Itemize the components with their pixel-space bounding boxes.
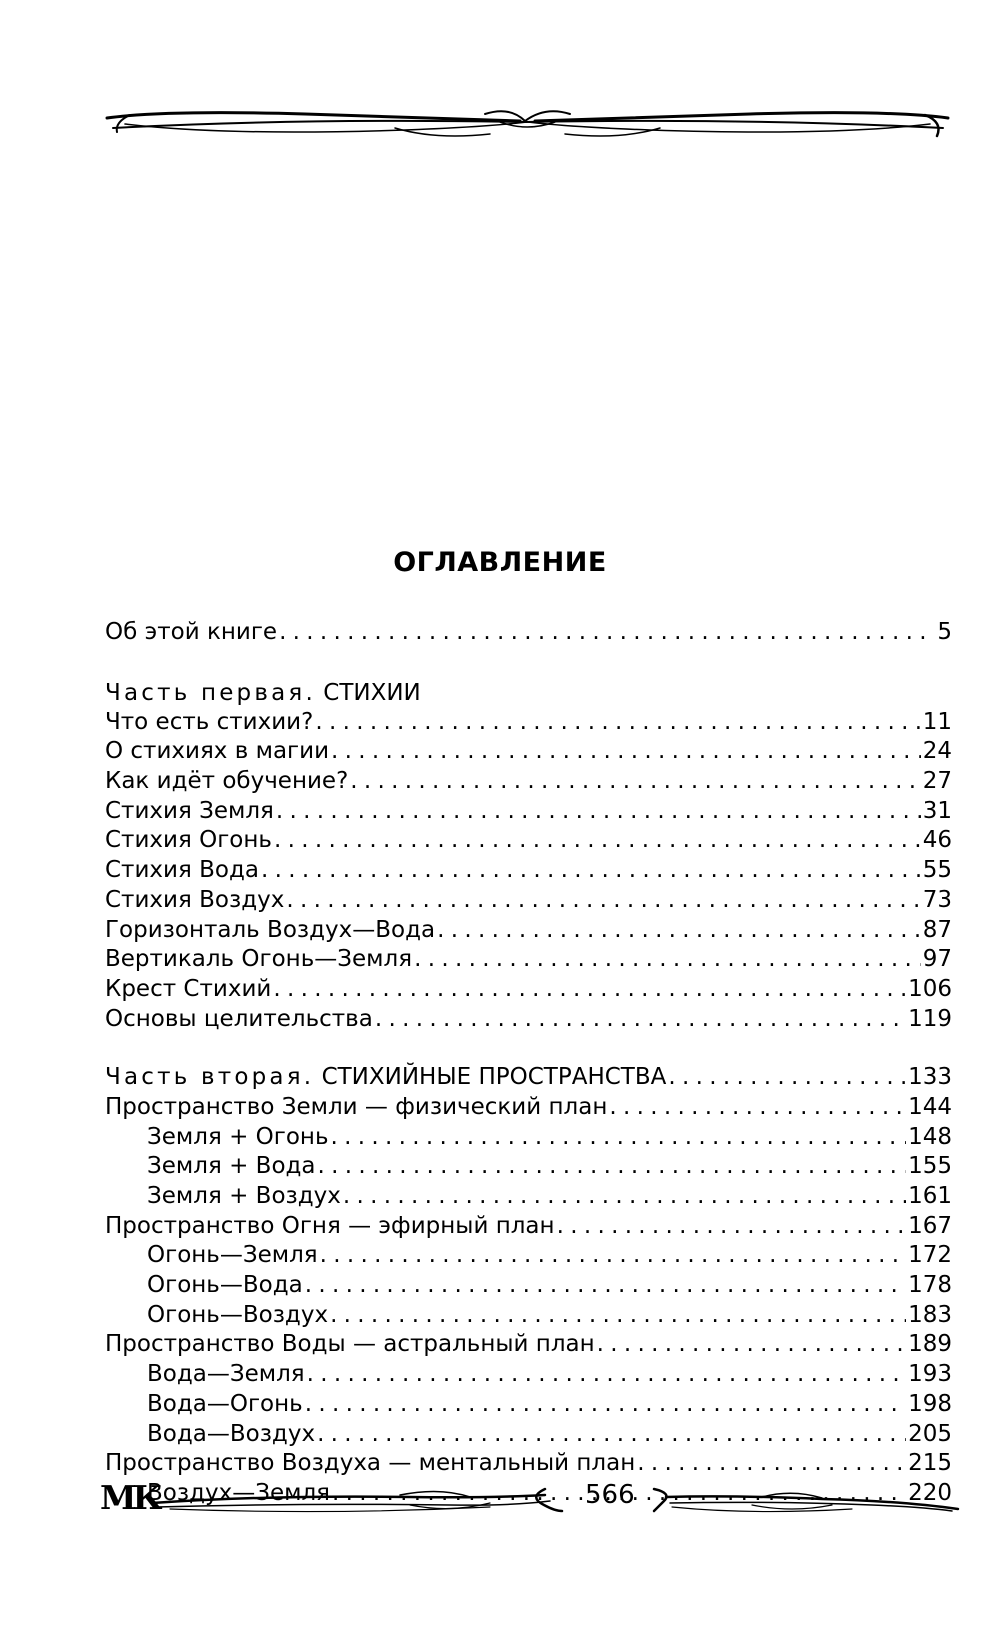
toc-entry-title: Пространство Воды — астральный план	[105, 1331, 595, 1358]
toc-entry-page: 46	[922, 827, 952, 854]
toc-entry-page: 55	[922, 857, 952, 884]
toc-entry-title: Стихия Огонь	[105, 827, 272, 854]
toc-entry-page: 205	[908, 1420, 952, 1447]
toc-entry-page: 172	[908, 1242, 952, 1269]
table-of-contents	[105, 618, 952, 1509]
footer-ornament-left	[150, 1483, 565, 1517]
toc-entry-title: Огонь—Земля	[147, 1242, 318, 1269]
toc-entry-page: 24	[922, 738, 952, 765]
leader-dots	[331, 737, 921, 767]
toc-entry-title: Основы целительства	[105, 1005, 373, 1032]
toc-entry-title: Пространство Огня — эфирный план	[105, 1212, 555, 1239]
toc-entry-page: 133	[908, 1064, 952, 1091]
page-footer	[100, 1478, 960, 1526]
toc-entry-page: 167	[908, 1212, 952, 1239]
toc-subentry[interactable]	[105, 1241, 952, 1271]
leader-dots	[414, 945, 921, 975]
toc-entry-page: 189	[908, 1331, 952, 1358]
toc-entry[interactable]	[105, 1449, 952, 1479]
leader-dots	[350, 767, 920, 797]
toc-entry-page: 183	[908, 1301, 952, 1328]
toc-entry-page: 155	[908, 1153, 952, 1180]
toc-entry-title: Вода—Земля	[147, 1361, 305, 1388]
toc-entry[interactable]	[105, 797, 952, 827]
toc-entry-title: Пространство Воздуха — ментальный план	[105, 1450, 636, 1477]
part-two-heading[interactable]	[105, 1063, 952, 1093]
toc-entry[interactable]	[105, 708, 952, 738]
toc-entry-title: Вода—Огонь	[147, 1390, 303, 1417]
toc-subentry[interactable]	[105, 1360, 952, 1390]
part-two-title	[105, 1063, 666, 1093]
toc-entry-title: Земля + Вода	[147, 1153, 316, 1180]
toc-subentry[interactable]	[105, 1420, 952, 1450]
toc-entry-title: Земля + Воздух	[147, 1183, 341, 1209]
toc-entry[interactable]	[105, 975, 952, 1005]
leader-dots	[668, 1063, 906, 1093]
toc-entry-page: 97	[922, 946, 952, 973]
footer-ornament-right	[652, 1483, 962, 1517]
toc-entry-title: Как идёт обучение?	[105, 768, 349, 795]
part-two-label: Часть вторая.	[105, 1064, 315, 1091]
leader-dots	[317, 1420, 906, 1450]
leader-dots	[286, 886, 920, 916]
toc-entry-title: Горизонталь Воздух—Вода	[105, 916, 436, 943]
toc-entry[interactable]	[105, 886, 952, 916]
toc-entry-title: Огонь—Воздух	[147, 1301, 329, 1328]
leader-dots	[273, 975, 906, 1005]
toc-entry-page: 161	[908, 1183, 952, 1209]
part-one-name: СТИХИИ	[323, 679, 421, 706]
page-title: ОГЛАВЛЕНИЕ	[393, 547, 607, 578]
toc-entry-title: Вода—Воздух	[147, 1420, 316, 1447]
toc-entry[interactable]	[105, 945, 952, 975]
part-one-heading	[105, 678, 952, 708]
toc-subentry[interactable]	[105, 1152, 952, 1182]
toc-entry-page: 220	[908, 1479, 952, 1506]
toc-entry-page: 215	[908, 1450, 952, 1477]
leader-dots	[276, 797, 921, 827]
toc-entry[interactable]	[105, 737, 952, 767]
leader-dots	[261, 856, 921, 886]
toc-entry-page: 27	[922, 768, 952, 795]
leader-dots	[305, 1390, 906, 1420]
leader-dots	[637, 1449, 906, 1479]
leader-dots	[331, 1123, 907, 1153]
toc-subentry[interactable]	[105, 1390, 952, 1420]
toc-entry-page: 5	[937, 619, 952, 645]
toc-entry-page: 87	[922, 916, 952, 943]
toc-subentry[interactable]	[105, 1182, 952, 1212]
toc-entry-title: Что есть стихии?	[105, 708, 314, 735]
toc-entry-title: Стихия Земля	[105, 797, 274, 824]
toc-subentry[interactable]	[105, 1271, 952, 1301]
toc-entry-page: 106	[908, 975, 952, 1002]
toc-entry[interactable]	[105, 1330, 952, 1360]
toc-entry[interactable]	[105, 826, 952, 856]
toc-entry[interactable]	[105, 1005, 952, 1035]
toc-entry[interactable]	[105, 1093, 952, 1123]
toc-entry-page: 119	[908, 1005, 952, 1032]
toc-entry-title: Пространство Земли — физический план	[105, 1093, 608, 1120]
leader-dots	[597, 1330, 906, 1360]
toc-entry-title: Огонь—Вода	[147, 1272, 303, 1299]
toc-entry-title: Стихия Вода	[105, 857, 259, 884]
leader-dots	[557, 1212, 907, 1242]
toc-subentry[interactable]	[105, 1301, 952, 1331]
toc-entry[interactable]	[105, 856, 952, 886]
toc-entry-intro[interactable]	[105, 618, 952, 648]
publisher-logo: МК	[100, 1478, 159, 1517]
toc-entry-title: О стихиях в магии	[105, 738, 330, 765]
toc-entry-page: 144	[908, 1093, 952, 1120]
toc-entry-title: Стихия Воздух	[105, 886, 285, 913]
leader-dots	[609, 1093, 906, 1123]
toc-entry-title: Крест Стихий	[105, 975, 272, 1002]
toc-entry-page: 193	[908, 1361, 952, 1388]
page-number: 566	[585, 1480, 635, 1510]
leader-dots	[330, 1301, 906, 1331]
leader-dots	[375, 1005, 906, 1035]
part-one-label: Часть первая.	[105, 679, 316, 706]
toc-entry[interactable]	[105, 767, 952, 797]
leader-dots	[315, 708, 920, 738]
toc-entry-page: 148	[908, 1123, 952, 1150]
leader-dots	[318, 1152, 907, 1182]
toc-entry-page: 31	[922, 797, 952, 824]
toc-entry[interactable]	[105, 1212, 952, 1242]
leader-dots	[274, 826, 921, 856]
toc-entry-title: Воздух—Земля	[147, 1479, 330, 1506]
toc-entry-title: Земля + Огонь	[147, 1123, 329, 1150]
header-ornament	[105, 100, 950, 150]
toc-entry-page: 198	[908, 1390, 952, 1417]
part-two-name: СТИХИЙНЫЕ ПРОСТРАНСТВА	[321, 1064, 667, 1091]
toc-entry[interactable]	[105, 916, 952, 946]
leader-dots	[320, 1241, 906, 1271]
toc-subentry[interactable]	[105, 1123, 952, 1153]
leader-dots	[279, 618, 935, 648]
leader-dots	[307, 1360, 906, 1390]
toc-entry-page: 73	[922, 886, 952, 913]
leader-dots	[305, 1271, 906, 1301]
toc-entry-title: Вертикаль Огонь—Земля	[105, 946, 413, 973]
leader-dots	[343, 1182, 906, 1212]
toc-entry-page: 11	[922, 708, 952, 735]
leader-dots	[437, 916, 921, 946]
toc-entry-title: Об этой книге	[105, 619, 278, 645]
toc-entry-page: 178	[908, 1272, 952, 1299]
